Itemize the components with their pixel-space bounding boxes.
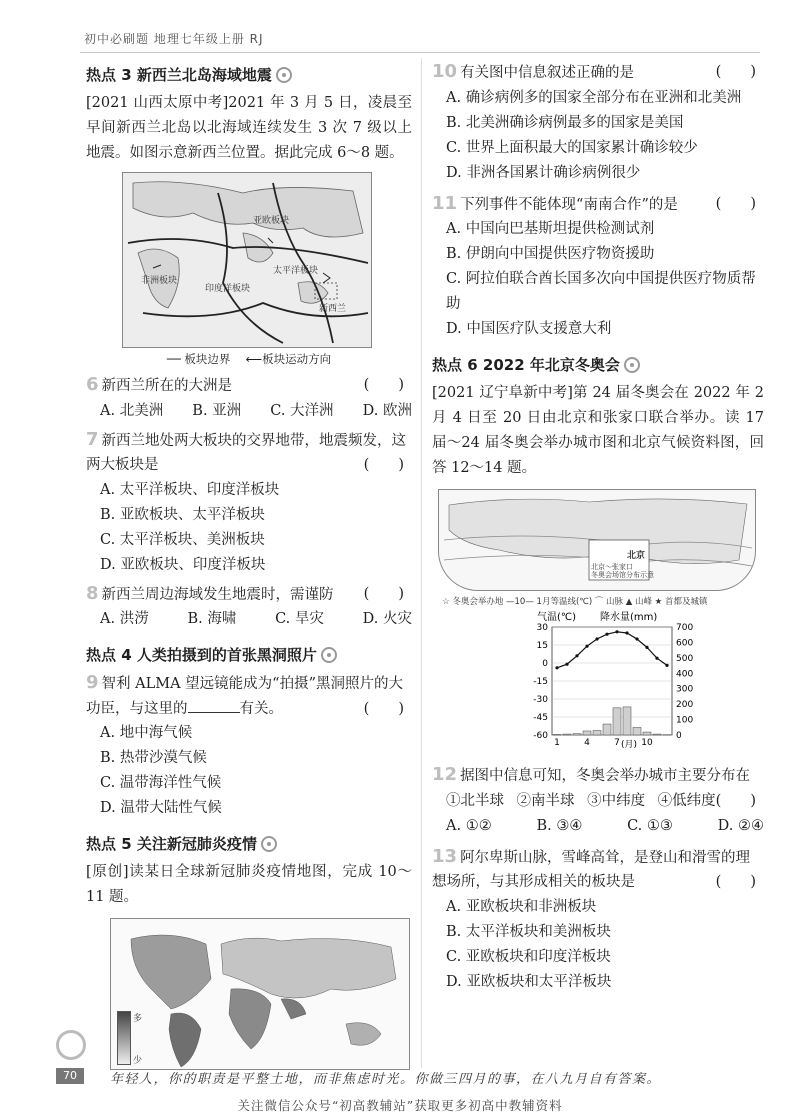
target-icon: [276, 67, 292, 83]
temperature-point: [655, 657, 658, 660]
option: D. 亚欧板块、印度洋板块: [100, 556, 266, 573]
precip-bar: [593, 731, 601, 735]
y-tick-label-precip: 600: [676, 638, 694, 649]
section-title: 热点 4 人类拍摄到的首张黑洞照片: [86, 646, 317, 664]
option: C. 阿拉伯联合酋长国多次向中国提供医疗物质帮助: [446, 271, 756, 312]
target-icon: [624, 357, 640, 373]
question-13: [432, 845, 764, 895]
option: C. 世界上面积最大的国家累计确诊较少: [446, 139, 698, 156]
target-icon: [261, 836, 277, 852]
footer-ad: 关注微信公众号“初高教辅站”获取更多初高中教辅资料: [237, 1098, 563, 1113]
temperature-point: [605, 633, 608, 636]
temperature-point: [635, 637, 638, 640]
climate-chart: [432, 609, 764, 749]
label-eurasian-plate: 亚欧板块: [253, 216, 290, 226]
option: A. 北美洲: [100, 402, 164, 419]
x-tick-label: 1: [554, 738, 560, 748]
section-hot3: [86, 64, 412, 85]
question-stem-tail: 有关。: [239, 700, 283, 717]
option: A. 洪涝: [100, 611, 149, 627]
target-icon: [321, 647, 337, 663]
x-axis-title: (月): [621, 740, 638, 749]
option: D. 火灾: [362, 611, 412, 627]
option: D. ②④: [717, 817, 764, 834]
question-number: 9: [86, 672, 99, 693]
y-tick-label-precip: 500: [676, 653, 694, 664]
question-11: [432, 192, 764, 218]
question-7: [86, 428, 412, 478]
option: A. 中国向巴基斯坦提供检测试剂: [446, 221, 655, 237]
section-hot5: [86, 833, 412, 854]
covid-legend: [117, 1011, 131, 1065]
choice: ②南半球: [516, 792, 575, 809]
label-beijing: 北京: [627, 551, 646, 561]
temperature-point: [555, 666, 558, 669]
y-tick-label-precip: 200: [676, 700, 694, 711]
x-tick-label: 4: [584, 738, 590, 748]
climate-chart-svg: [432, 609, 764, 749]
q12-options: [432, 814, 764, 839]
answer-paren: ( ): [363, 457, 404, 473]
right-column: [432, 60, 764, 995]
y-axis-title-right: 降水量(mm): [600, 612, 658, 623]
olympic-map: [438, 489, 756, 591]
option: B. 伊朗向中国提供医疗物资援助: [446, 246, 655, 262]
precip-bar: [583, 731, 591, 735]
y-tick-label-temp: -45: [533, 713, 548, 723]
choice: ④低纬度: [657, 792, 716, 809]
option: C. 大洋洲: [270, 402, 334, 419]
question-9: [86, 671, 412, 721]
question-8: [86, 582, 412, 608]
temperature-point: [615, 630, 618, 633]
page-header: 初中必刷题 地理七年级上册 RJ: [84, 32, 264, 46]
question-stem: 阿尔卑斯山脉，雪峰高耸，是登山和滑雪的理想场所，与其形成相关的板块是: [432, 849, 751, 890]
option: B. 亚洲: [192, 402, 242, 419]
section-title: 热点 5 关注新冠肺炎疫情: [86, 835, 257, 853]
x-tick-label: 10: [641, 738, 653, 748]
option: D. 中国医疗队支援意大利: [446, 321, 612, 337]
label-beijing-zhangjiakou: 北京～张家口: [591, 563, 633, 571]
option: B. 北美洲确诊病例最多的国家是美国: [446, 114, 684, 131]
question-number: 8: [86, 582, 99, 604]
precip-bar: [653, 734, 661, 735]
question-10: [432, 60, 764, 86]
option: A. 亚欧板块和非洲板块: [446, 898, 597, 915]
y-tick-label-temp: 15: [536, 641, 548, 651]
y-tick-label-precip: 0: [676, 731, 682, 741]
plate-map-legend: ── 板块边界 ⟵板块运动方向: [166, 352, 332, 366]
column-divider: [421, 58, 422, 1068]
precip-bar: [623, 707, 631, 735]
plate-map: [122, 172, 372, 348]
question-6: [86, 373, 412, 399]
section-hot4: [86, 644, 412, 665]
option: C. 亚欧板块和印度洋板块: [446, 948, 611, 965]
temperature-point: [585, 645, 588, 648]
temperature-line: [557, 632, 667, 668]
y-tick-label-temp: -60: [533, 731, 548, 741]
label-venue-map: 冬奥会场馆分布示意: [591, 571, 654, 579]
legend-plate-boundary: 板块边界: [184, 352, 231, 366]
question-number: 6: [86, 374, 99, 395]
option: A. 地中海气候: [100, 725, 193, 741]
question-stem: 有关图中信息叙述正确的是: [460, 65, 635, 81]
question-stem: 新西兰地处两大板块的交界地带，地震频发，这两大板块是: [86, 432, 407, 473]
option: C. ①③: [627, 817, 673, 834]
question-stem: 据图中信息可知，冬奥会举办城市主要分布在: [460, 768, 751, 784]
option: A. ①②: [446, 817, 492, 834]
legend-few: 少: [133, 1056, 143, 1066]
temperature-point: [645, 646, 648, 649]
left-column: [86, 60, 412, 1070]
y-tick-label-precip: 700: [676, 623, 694, 633]
temperature-point: [565, 663, 568, 666]
choice: ③中纬度: [587, 792, 646, 809]
hot5-intro: [原创]读某日全球新冠肺炎疫情地图，完成 10～11 题。: [86, 864, 412, 905]
answer-paren: ( ): [715, 874, 756, 890]
label-african-plate: 非洲板块: [141, 276, 178, 286]
option: D. 亚欧板块和太平洋板块: [446, 973, 612, 990]
page-number: 70: [56, 1068, 84, 1084]
question-stem: 新西兰所在的大洲是: [101, 378, 233, 394]
temperature-point: [665, 664, 668, 667]
section-title: 热点 6 2022 年北京冬奥会: [432, 356, 620, 374]
y-tick-label-temp: -15: [533, 677, 548, 687]
header-rule: [80, 52, 760, 53]
precip-bar: [563, 734, 571, 735]
precip-bar: [643, 732, 651, 735]
option: D. 温带大陆性气候: [100, 800, 222, 816]
option: C. 旱灾: [275, 611, 324, 627]
precip-bar: [613, 708, 621, 735]
question-stem: 新西兰周边海域发生地震时，需谨防: [101, 586, 334, 603]
answer-paren: ( ): [715, 195, 756, 212]
label-indian-plate: 印度洋板块: [205, 284, 251, 294]
option: C. 温带海洋性气候: [100, 775, 222, 791]
answer-paren: ( ): [715, 792, 756, 809]
y-tick-label-temp: 0: [542, 659, 548, 669]
covid-map: [110, 918, 410, 1070]
section-title: 热点 3 新西兰北岛海域地震: [86, 66, 272, 84]
option: A. 确诊病例多的国家全部分布在亚洲和北美洲: [446, 89, 742, 106]
choice: ①北半球: [446, 792, 504, 809]
covid-map-graphic: [111, 919, 410, 1070]
chart-layer: [533, 623, 693, 748]
y-tick-label-precip: 100: [676, 715, 694, 726]
y-tick-label-temp: 30: [536, 623, 548, 633]
question-stem: 下列事件不能体现“南南合作”的是: [460, 196, 678, 213]
answer-paren: ( ): [715, 64, 756, 80]
answer-paren: ( ): [363, 585, 404, 602]
y-tick-label-temp: -30: [533, 695, 548, 705]
y-tick-label-precip: 400: [676, 669, 694, 680]
footer-motto: 年轻人，你的职责是平整土地，而非焦虑时光。你做三四月的事，在八九月自有答案。: [110, 1072, 662, 1087]
olympic-map-legend: ☆ 冬奥会举办地 —10— 1月等温线(℃) ⌒ 山脉 ▲ 山峰 ★ 首都及城镇: [442, 597, 708, 607]
question-number: 12: [432, 764, 458, 785]
question-number: 7: [86, 428, 99, 450]
legend-plate-motion: 板块运动方向: [262, 352, 332, 366]
legend-many: 多: [133, 1014, 143, 1024]
hot3-intro: [2021 山西太原中考]2021 年 3 月 5 日，凌晨至早间新西兰北岛以北海域连续发生 3 次 7 级以上地震。如图示意新西兰位置。据此完成 6～8 题。: [86, 95, 412, 161]
precip-bar: [633, 727, 641, 735]
label-new-zealand: 新西兰: [319, 304, 347, 314]
option: C. 太平洋板块、美洲板块: [100, 531, 265, 548]
x-tick-label: 7: [614, 738, 620, 748]
precip-bar: [603, 724, 611, 735]
question-number: 10: [432, 61, 458, 82]
answer-paren: ( ): [363, 700, 404, 717]
y-tick-label-precip: 300: [676, 684, 694, 695]
temperature-point: [625, 631, 628, 634]
option: B. 亚欧板块、太平洋板块: [100, 506, 265, 523]
y-axis-title-left: 气温(℃): [537, 612, 577, 623]
answer-paren: ( ): [363, 377, 404, 393]
option: B. 热带沙漠气候: [100, 750, 207, 766]
fill-blank: [188, 701, 240, 713]
option: A. 太平洋板块、印度洋板块: [100, 481, 280, 498]
section-hot6: [432, 354, 764, 375]
option: B. 海啸: [187, 611, 237, 627]
option: D. 非洲各国累计确诊病例很少: [446, 164, 641, 181]
option: B. ③④: [536, 817, 583, 834]
temperature-point: [595, 637, 598, 640]
question-number: 13: [432, 845, 458, 867]
q12-choices: [432, 789, 716, 814]
hot6-intro: [2021 辽宁阜新中考]第 24 届冬奥会在 2022 年 2 月 4 日至 20 日由北京和张家口联合举办。读 17 届～24 届冬奥会举办城市图和北京气候资料图，回答 12～14 题。: [432, 385, 764, 476]
question-stem: 智利 ALMA 望远镜能成为“拍摄”黑洞照片的大功臣，与这里的: [86, 676, 403, 717]
precip-bar: [573, 734, 581, 735]
question-number: 11: [432, 192, 458, 214]
label-pacific-plate: 太平洋板块: [273, 266, 319, 276]
temperature-point: [575, 654, 578, 657]
q8-options: [86, 607, 412, 632]
logo-swirl-icon: [56, 1030, 86, 1060]
option: D. 欧洲: [362, 402, 412, 419]
option: B. 太平洋板块和美洲板块: [446, 923, 611, 940]
plate-map-graphic: [123, 173, 372, 348]
q6-options: [86, 399, 412, 424]
